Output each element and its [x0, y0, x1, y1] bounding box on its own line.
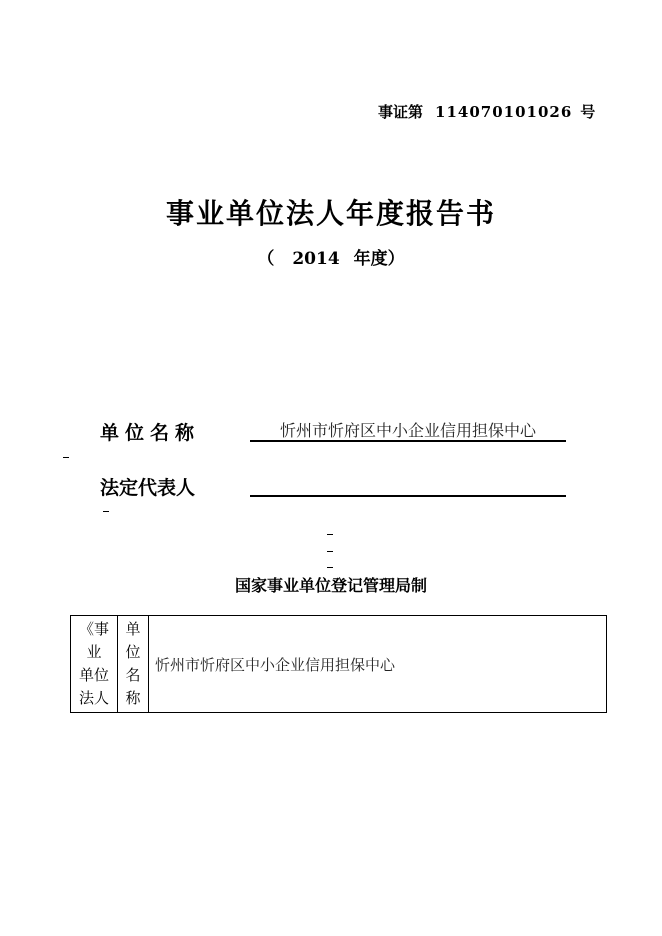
page-title: 事业单位法人年度报告书: [165, 197, 496, 230]
cert-prefix: 事证第: [378, 103, 424, 121]
table-value-cell: 忻州市忻府区中小企业信用担保中心: [149, 616, 607, 713]
unit-info-table: [70, 615, 607, 713]
issuing-bureau: 国家事业单位登记管理局制: [234, 576, 427, 595]
cell-line: 名: [125, 666, 141, 684]
divider-mark: [327, 567, 333, 568]
cell-line: 法人: [78, 689, 109, 707]
certificate-number: [378, 101, 595, 122]
divider-mark: [103, 511, 109, 512]
unit-name-label: 单位名称: [100, 422, 201, 444]
divider-mark: [327, 551, 333, 552]
cell-line: 称: [125, 689, 141, 707]
cell-line: 单位: [78, 666, 109, 684]
divider-mark: [327, 534, 333, 535]
cell-line: 业: [86, 643, 102, 661]
cert-suffix: 号: [580, 103, 596, 121]
cert-number: 114070101026: [435, 103, 573, 121]
year-open-paren: （: [257, 249, 275, 269]
table-row: [71, 616, 607, 713]
cell-line: 单: [125, 620, 141, 638]
year-label: 年度）: [353, 249, 405, 269]
legal-rep-label: 法定代表人: [100, 477, 196, 499]
table-category-cell: [71, 616, 118, 713]
divider-mark: [63, 457, 69, 458]
table-label-cell: [118, 616, 149, 713]
cell-line: 《事: [78, 620, 109, 638]
year-value: 2014: [292, 249, 340, 269]
cell-line: 位: [125, 643, 141, 661]
report-year: [0, 244, 662, 269]
unit-name-field: 忻州市忻府区中小企业信用担保中心: [250, 418, 566, 442]
legal-rep-field: [250, 473, 566, 497]
